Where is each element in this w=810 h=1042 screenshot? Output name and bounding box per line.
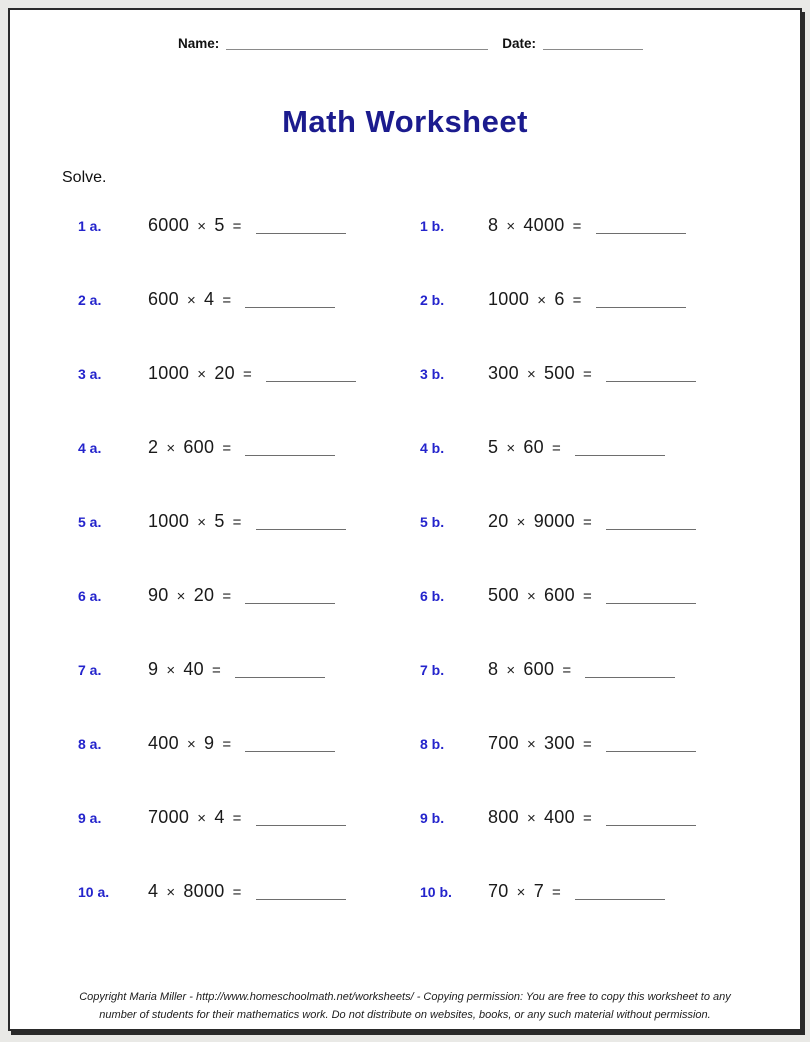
- problem-expression-5a: [148, 510, 346, 534]
- problems-grid: [10, 214, 800, 954]
- multiplication-sign: ×: [506, 440, 516, 457]
- factor2: 500: [544, 363, 575, 383]
- problem-expression-2b: [488, 288, 686, 312]
- factor1: 8: [488, 215, 499, 235]
- multiplication-sign: ×: [516, 884, 526, 901]
- factor1: 600: [148, 289, 179, 309]
- multiplication-sign: ×: [516, 514, 526, 531]
- equals-sign: =: [582, 810, 592, 827]
- equals-sign: =: [222, 736, 232, 753]
- equals-sign: =: [562, 662, 572, 679]
- multiplication-sign: ×: [526, 366, 536, 383]
- problem-label-6a: 6 a.: [78, 588, 102, 604]
- answer-blank-8b: [606, 741, 696, 752]
- factor1: 700: [488, 733, 519, 753]
- problem-expression-4b: [488, 436, 665, 460]
- factor1: 500: [488, 585, 519, 605]
- factor2: 60: [523, 437, 544, 457]
- equals-sign: =: [552, 440, 562, 457]
- multiplication-sign: ×: [197, 366, 207, 383]
- factor1: 400: [148, 733, 179, 753]
- problem-expression-9b: [488, 806, 696, 830]
- answer-blank-9a: [256, 815, 346, 826]
- equals-sign: =: [232, 884, 242, 901]
- problem-label-1b: 1 b.: [420, 218, 445, 234]
- equals-sign: =: [582, 366, 592, 383]
- problem-label-5a: 5 a.: [78, 514, 102, 530]
- answer-blank-7b: [585, 667, 675, 678]
- multiplication-sign: ×: [526, 588, 536, 605]
- equals-sign: =: [582, 736, 592, 753]
- equals-sign: =: [582, 514, 592, 531]
- factor2: 7: [533, 881, 544, 901]
- equals-sign: =: [552, 884, 562, 901]
- problem-label-8b: 8 b.: [420, 736, 445, 752]
- factor2: 4: [214, 807, 225, 827]
- problem-label-3b: 3 b.: [420, 366, 445, 382]
- multiplication-sign: ×: [176, 588, 186, 605]
- factor2: 600: [183, 437, 215, 457]
- problem-expression-9a: [148, 806, 346, 830]
- answer-blank-4b: [575, 445, 665, 456]
- answer-blank-8a: [245, 741, 335, 752]
- problem-row: [10, 880, 800, 954]
- name-label: Name:: [178, 36, 220, 51]
- problem-expression-7b: [488, 658, 675, 682]
- problem-expression-8a: [148, 732, 335, 756]
- answer-blank-2a: [245, 297, 335, 308]
- problem-expression-1b: [488, 214, 686, 238]
- equals-sign: =: [232, 514, 242, 531]
- problem-row: [10, 214, 800, 288]
- factor2: 40: [183, 659, 204, 679]
- equals-sign: =: [242, 366, 252, 383]
- answer-blank-5b: [606, 519, 696, 530]
- factor2: 400: [544, 807, 575, 827]
- problem-row: [10, 436, 800, 510]
- factor2: 4000: [523, 215, 565, 235]
- problem-row: [10, 806, 800, 880]
- multiplication-sign: ×: [186, 292, 196, 309]
- problem-label-2b: 2 b.: [420, 292, 445, 308]
- equals-sign: =: [232, 218, 242, 235]
- problem-expression-10b: [488, 880, 665, 904]
- multiplication-sign: ×: [197, 810, 207, 827]
- problem-row: [10, 584, 800, 658]
- problem-label-2a: 2 a.: [78, 292, 102, 308]
- problem-expression-3a: [148, 362, 356, 386]
- date-label: Date:: [502, 36, 537, 51]
- page-title: Math Worksheet: [282, 104, 528, 139]
- answer-blank-6b: [606, 593, 696, 604]
- problem-expression-7a: [148, 658, 325, 682]
- multiplication-sign: ×: [526, 736, 536, 753]
- factor1: 8: [488, 659, 499, 679]
- factor2: 6: [554, 289, 565, 309]
- equals-sign: =: [572, 218, 582, 235]
- problem-label-9b: 9 b.: [420, 810, 445, 826]
- factor1: 5: [488, 437, 499, 457]
- problem-expression-3b: [488, 362, 696, 386]
- factor2: 5: [214, 215, 225, 235]
- problem-label-10b: 10 b.: [420, 884, 452, 900]
- multiplication-sign: ×: [506, 662, 516, 679]
- factor2: 9000: [533, 511, 575, 531]
- factor1: 90: [148, 585, 169, 605]
- equals-sign: =: [212, 662, 222, 679]
- problem-label-6b: 6 b.: [420, 588, 445, 604]
- problem-row: [10, 658, 800, 732]
- multiplication-sign: ×: [506, 218, 516, 235]
- problem-row: [10, 362, 800, 436]
- factor1: 300: [488, 363, 519, 383]
- multiplication-sign: ×: [537, 292, 547, 309]
- footer-line-1: Copyright Maria Miller - http://www.homeschoolmath.net/worksheets/ - Copying permission: You are free to copy this worksheet to any: [79, 991, 731, 1003]
- problem-label-7a: 7 a.: [78, 662, 102, 678]
- answer-blank-6a: [245, 593, 335, 604]
- factor2: 9: [204, 733, 215, 753]
- answer-blank-1a: [256, 223, 346, 234]
- problem-row: [10, 288, 800, 362]
- problem-label-8a: 8 a.: [78, 736, 102, 752]
- multiplication-sign: ×: [166, 884, 176, 901]
- problem-expression-8b: [488, 732, 696, 756]
- factor1: 7000: [148, 807, 190, 827]
- worksheet-page: [8, 8, 802, 1031]
- answer-blank-3a: [266, 371, 356, 382]
- factor1: 9: [148, 659, 159, 679]
- answer-blank-2b: [596, 297, 686, 308]
- multiplication-sign: ×: [166, 662, 176, 679]
- multiplication-sign: ×: [166, 440, 176, 457]
- answer-blank-4a: [245, 445, 335, 456]
- factor2: 8000: [183, 881, 225, 901]
- footer-line-2: number of students for their mathematics work. Do not distribute on websites, books, or any such material without permission.: [99, 1008, 711, 1021]
- multiplication-sign: ×: [186, 736, 196, 753]
- factor2: 20: [214, 363, 235, 383]
- multiplication-sign: ×: [197, 218, 207, 235]
- factor1: 20: [488, 511, 509, 531]
- factor1: 4: [148, 881, 159, 901]
- answer-blank-3b: [606, 371, 696, 382]
- problem-label-9a: 9 a.: [78, 810, 102, 826]
- problem-expression-1a: [148, 214, 346, 238]
- equals-sign: =: [582, 588, 592, 605]
- problem-label-7b: 7 b.: [420, 662, 445, 678]
- answer-blank-5a: [256, 519, 346, 530]
- problem-label-10a: 10 a.: [78, 884, 110, 900]
- factor2: 300: [544, 733, 575, 753]
- factor1: 1000: [148, 363, 190, 383]
- equals-sign: =: [222, 588, 232, 605]
- problem-label-1a: 1 a.: [78, 218, 102, 234]
- factor2: 4: [204, 289, 215, 309]
- problem-expression-5b: [488, 510, 696, 534]
- problem-label-5b: 5 b.: [420, 514, 445, 530]
- problem-label-4b: 4 b.: [420, 440, 445, 456]
- date-blank-line: [543, 37, 643, 50]
- problem-expression-6b: [488, 584, 696, 608]
- equals-sign: =: [222, 292, 232, 309]
- equals-sign: =: [572, 292, 582, 309]
- name-date-header: [178, 35, 643, 51]
- factor2: 600: [544, 585, 575, 605]
- multiplication-sign: ×: [197, 514, 207, 531]
- problem-expression-10a: [148, 880, 346, 904]
- factor1: 1000: [148, 511, 190, 531]
- answer-blank-10a: [256, 889, 346, 900]
- factor2: 600: [523, 659, 555, 679]
- problem-expression-6a: [148, 584, 335, 608]
- answer-blank-7a: [235, 667, 325, 678]
- factor1: 6000: [148, 215, 190, 235]
- equals-sign: =: [222, 440, 232, 457]
- answer-blank-10b: [575, 889, 665, 900]
- instruction-text: Solve.: [62, 169, 107, 186]
- problem-expression-2a: [148, 288, 335, 312]
- problem-label-4a: 4 a.: [78, 440, 102, 456]
- problem-row: [10, 510, 800, 584]
- multiplication-sign: ×: [526, 810, 536, 827]
- answer-blank-9b: [606, 815, 696, 826]
- footer-copyright: [10, 989, 800, 1024]
- factor2: 20: [193, 585, 215, 605]
- factor2: 5: [214, 511, 225, 531]
- factor1: 2: [148, 437, 159, 457]
- answer-blank-1b: [596, 223, 686, 234]
- factor1: 1000: [488, 289, 530, 309]
- equals-sign: =: [232, 810, 242, 827]
- factor1: 800: [488, 807, 519, 827]
- problem-expression-4a: [148, 436, 335, 460]
- factor1: 70: [488, 881, 509, 901]
- problem-row: [10, 732, 800, 806]
- name-blank-line: [226, 37, 488, 50]
- problem-label-3a: 3 a.: [78, 366, 102, 382]
